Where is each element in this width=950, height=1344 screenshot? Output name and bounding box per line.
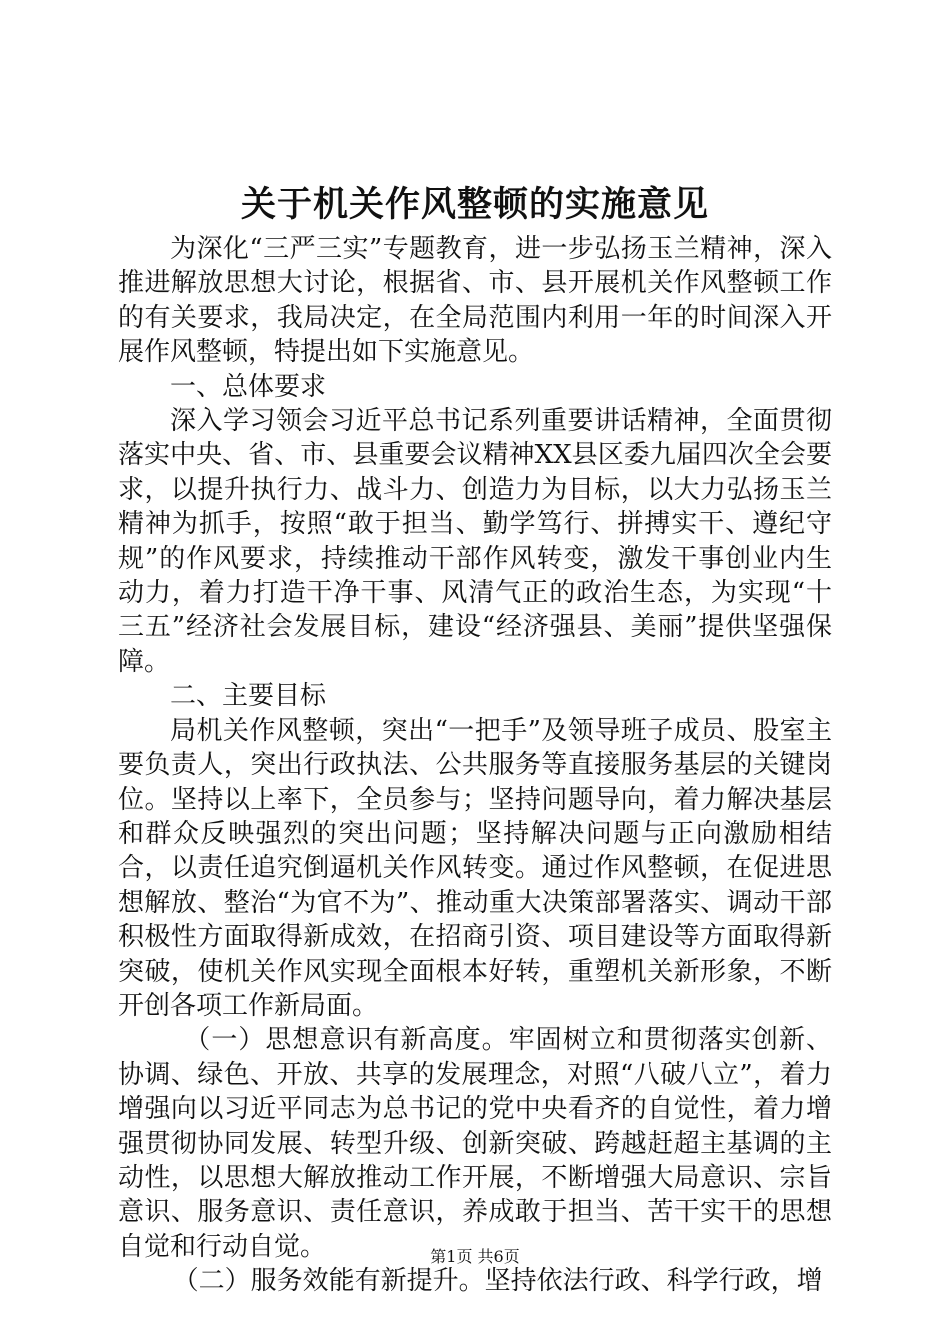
main-goals-paragraph: 局机关作风整顿，突出“一把手”及领导班子成员、股室主要负责人，突出行政执法、公共服务等直接服务基层的关键岗位。坚持以上率下，全员参与；坚持问题导向，着力解决基层和群众反映强烈的突出问题；坚持解决问题与正向激励相结合，以责任追究倒逼机关作风转变。通过作风整顿，在促进思想解放、整治“为官不为”、推动重大决策部署落实、调动干部积极性方面取得新成效，在招商引资、项目建设等方面取得新突破，使机关作风实现全面根本好转，重塑机关新形象，不断开创各项工作新局面。 [118,715,832,1021]
intro-paragraph: 为深化“三严三实”专题教育，进一步弘扬玉兰精神，深入推进解放思想大讨论，根据省、市、县开展机关作风整顿工作的有关要求，我局决定，在全局范围内利用一年的时间深入开展作风整顿，特提出如下实施意见。 [118,234,832,368]
document-title: 关于机关作风整顿的实施意见 [240,184,709,225]
section-heading-general-requirements: 一、总体要求 [170,371,327,402]
section-heading-main-goals: 二、主要目标 [170,681,327,712]
goal-item-1-paragraph: （一）思想意识有新高度。牢固树立和贯彻落实创新、协调、绿色、开放、共享的发展理念，对照“八破八立”，着力增强向以习近平同志为总书记的党中央看齐的自觉性，着力增强贯彻协同发展、转型升级、创新突破、跨越赶超主基调的主动性，以思想大解放推动工作开展，不断增强大局意识、宗旨意识、服务意识、责任意识，养成敢于担当、苦干实干的思想自觉和行动自觉。 [118,1025,832,1262]
general-requirements-paragraph: 深入学习领会习近平总书记系列重要讲话精神，全面贯彻落实中央、省、市、县重要会议精神XX县区委九届四次全会要求，以提升执行力、战斗力、创造力为目标，以大力弘扬玉兰精神为抓手，按照“敢于担当、勤学笃行、拼搏实干、遵纪守规”的作风要求，持续推动干部作风转变，激发干事创业内生动力，着力打造干净干事、风清气正的政治生态，为实现“十三五”经济社会发展目标，建设“经济强县、美丽”提供坚强保障。 [118,406,832,677]
page-number-footer: 第1页 共6页 [430,1247,520,1266]
goal-item-2-paragraph: （二）服务效能有新提升。坚持依法行政、科学行政，增 [172,1266,823,1297]
document-body [118,232,832,1299]
